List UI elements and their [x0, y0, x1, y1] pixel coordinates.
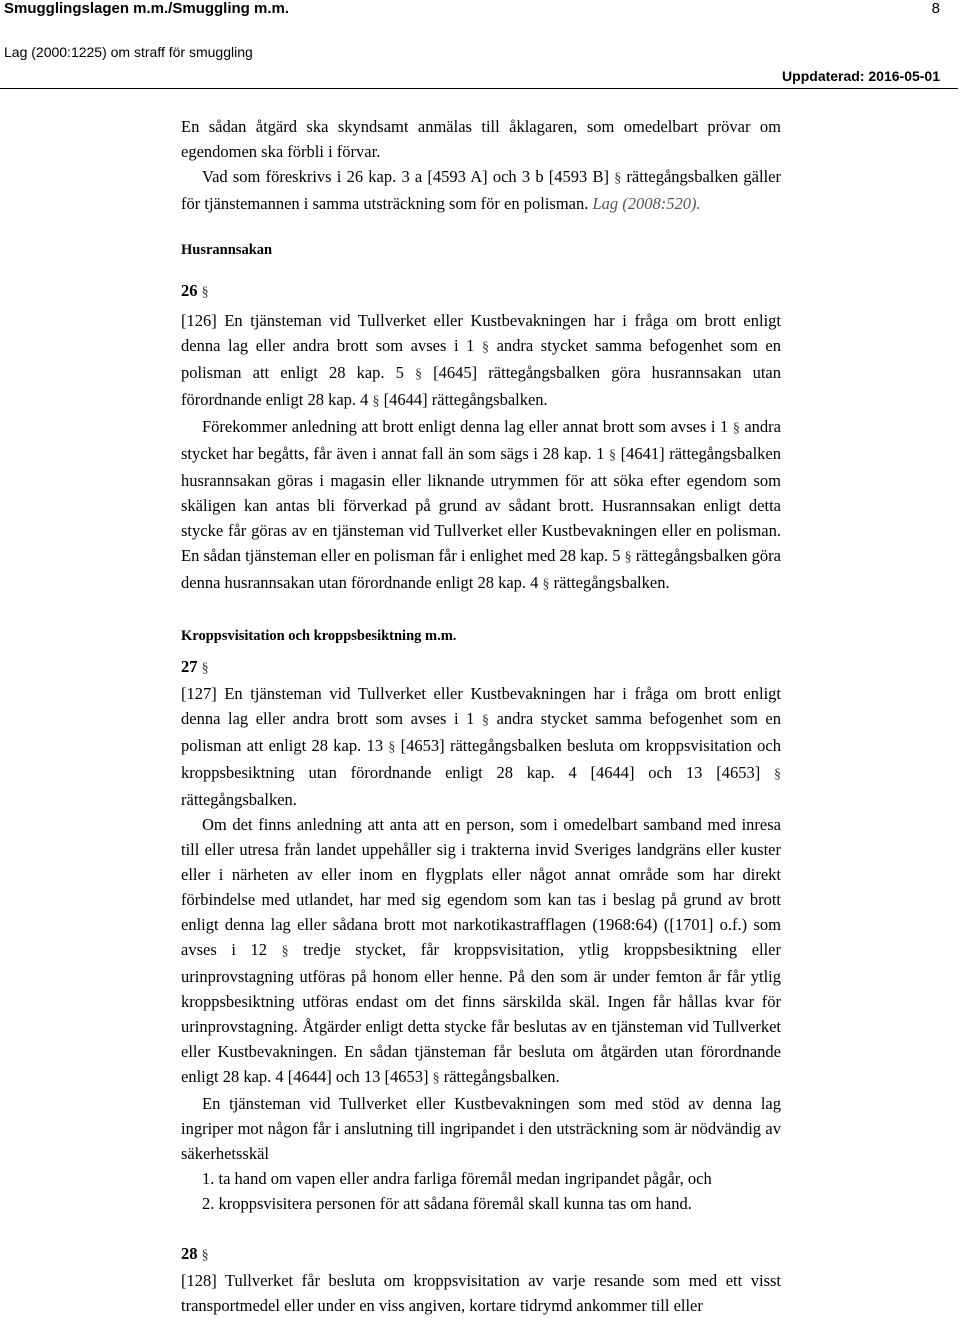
paragraph-link-icon[interactable]: § [774, 767, 781, 782]
text: tredje stycket, får kroppsvisitation, ytlig kroppsbesiktning eller urinprovstagning utföras på honom eller henne. På den som är under femton år får ytlig kroppsbesiktning utföras endast om det finns särskilda skäl. Ingen får hållas kvar för urinprovstagning. Åtgärder enligt detta stycke får beslutas av en tjänsteman vid Tullverket eller Kustbevakningen. En sådan tjänsteman får besluta om åtgärden utan förordnande enligt 28 kap. 4 [4644] och 13 [4653] [181, 940, 782, 1086]
updated-date: Uppdaterad: 2016-05-01 [782, 68, 940, 84]
text: Om det finns anledning att anta att en person, som i omedelbart samband med inresa till eller utresa från landet uppehåller sig i trakterna invid Sveriges landgräns eller kuster eller i närheten av eller inom en flygplats eller något annat område som har direkt förbindelse med utlandet, har med sig egendom som kan tas i beslag på grund av brott enligt denna lag eller sådana brott mot narkotikastrafflagen (1968:64) ([1701] o.f.) som avses i 12 [181, 815, 781, 959]
paragraph-link-icon[interactable]: § [614, 171, 622, 186]
paragraph [181, 681, 781, 812]
paragraph-link-icon[interactable]: § [372, 394, 380, 409]
amendment-link[interactable]: Lag (2008:520). [592, 194, 701, 213]
text: andra stycket har begåtts, får även i annat fall än som sägs i 28 kap. 1 [181, 417, 781, 463]
text: [4645] rättegångsbalken göra husrannsakan utan förordnande enligt 28 kap. 4 [181, 363, 782, 409]
section-number [181, 278, 781, 305]
section-number-text: 27 [181, 657, 198, 676]
document-body [181, 114, 781, 1318]
section-heading: Kroppsvisitation och kroppsbesiktning m.m. [181, 628, 457, 644]
section-number [181, 1241, 781, 1268]
paragraph-link-icon[interactable]: § [609, 448, 617, 463]
paragraph-link-icon[interactable]: § [415, 367, 423, 382]
text: andra stycket samma befogenhet som en polisman att enligt 28 kap. 5 [181, 336, 781, 382]
text: Förekommer anledning att brott enligt denna lag eller annat brott som avses i 1 [202, 417, 733, 436]
text: rättegångsbalken. [439, 1067, 560, 1086]
paragraph-link-icon[interactable]: § [542, 577, 550, 592]
paragraph [181, 414, 781, 597]
text: rättegångsbalken. [549, 573, 670, 592]
text: rättegångsbalken. [181, 790, 297, 809]
paragraph-link-icon[interactable]: § [482, 713, 489, 728]
section-heading: Husrannsakan [181, 242, 273, 258]
document-header [0, 0, 960, 20]
text: [4653] rättegångsbalken besluta om kroppsvisitation och kroppsbesiktning utan förordnande enligt 28 kap. 4 [4644] och 13 [4653] [181, 736, 781, 782]
section-number-text: 26 [181, 281, 198, 300]
paragraph: En tjänsteman vid Tullverket eller Kustbevakningen som med stöd av denna lag ingriper mot någon får i anslutning till ingripandet i den utsträckning som är nödvändig av säkerhetsskäl [181, 1094, 781, 1163]
text: [127] En tjänsteman vid Tullverket eller Kustbevakningen har i fråga om brott enligt denna lag eller andra brott som avses i 1 [181, 684, 781, 728]
paragraph-link-icon[interactable]: § [482, 340, 489, 355]
paragraph-link-icon[interactable]: § [432, 1071, 440, 1086]
paragraph: En sådan åtgärd ska skyndsamt anmälas till åklagaren, som omedelbart prövar om egendomen ska förbli i förvar. [181, 117, 781, 161]
list-item: 1. ta hand om vapen eller andra farliga föremål medan ingripandet pågår, och [202, 1169, 712, 1188]
paragraph-link-icon[interactable]: § [624, 550, 632, 565]
text: Vad som föreskrivs i 26 kap. 3 a [4593 A] och 3 b [4593 B] [202, 167, 615, 186]
paragraph-link-icon[interactable]: § [732, 421, 740, 436]
paragraph [181, 164, 781, 216]
text: [126] En tjänsteman vid Tullverket eller Kustbevakningen har i fråga om brott enligt denna lag eller andra brott som avses i 1 [181, 311, 781, 355]
paragraph-link-icon[interactable]: § [201, 285, 209, 300]
paragraph-link-icon[interactable]: § [201, 1248, 209, 1263]
paragraph [181, 308, 781, 414]
text: [4641] rättegångsbalken husrannsakan göras i magasin eller liknande utrymmen för att söka efter egendom som skäligen kan antas bli förverkad på grund av sådant brott. Husrannsakan enligt detta stycke får göras av en tjänsteman vid Tullverket eller Kustbevakningen eller en polisman. En sådan tjänsteman eller en polisman får i enlighet med 28 kap. 5 [181, 444, 781, 565]
paragraph [181, 812, 781, 1091]
header-divider [0, 88, 958, 89]
text: rättegångsbalken gäller för tjänstemannen i samma utsträckning som för en polisman. [181, 167, 781, 213]
text: [4644] rättegångsbalken. [379, 390, 548, 409]
text: rättegångsbalken göra denna husrannsakan utan förordnande enligt 28 kap. 4 [181, 546, 781, 592]
paragraph-link-icon[interactable]: § [388, 740, 396, 755]
paragraph-link-icon[interactable]: § [281, 944, 289, 959]
numbered-list [181, 1166, 781, 1216]
paragraph-link-icon[interactable]: § [201, 661, 209, 676]
document-title: Smugglingslagen m.m./Smuggling m.m. [4, 0, 290, 17]
page-number: 8 [931, 0, 940, 17]
paragraph: [128] Tullverket får besluta om kroppsvisitation av varje resande som med ett visst transportmedel eller under en viss angiven, kortare tidrymd ankommer till eller [181, 1271, 781, 1315]
text: andra stycket samma befogenhet som en polisman att enligt 28 kap. 13 [181, 709, 781, 755]
list-item: 2. kroppsvisitera personen för att sådana föremål skall kunna tas om hand. [202, 1194, 692, 1213]
law-title: Lag (2000:1225) om straff för smuggling [4, 44, 253, 60]
section-number-text: 28 [181, 1244, 198, 1263]
section-number [181, 654, 781, 681]
